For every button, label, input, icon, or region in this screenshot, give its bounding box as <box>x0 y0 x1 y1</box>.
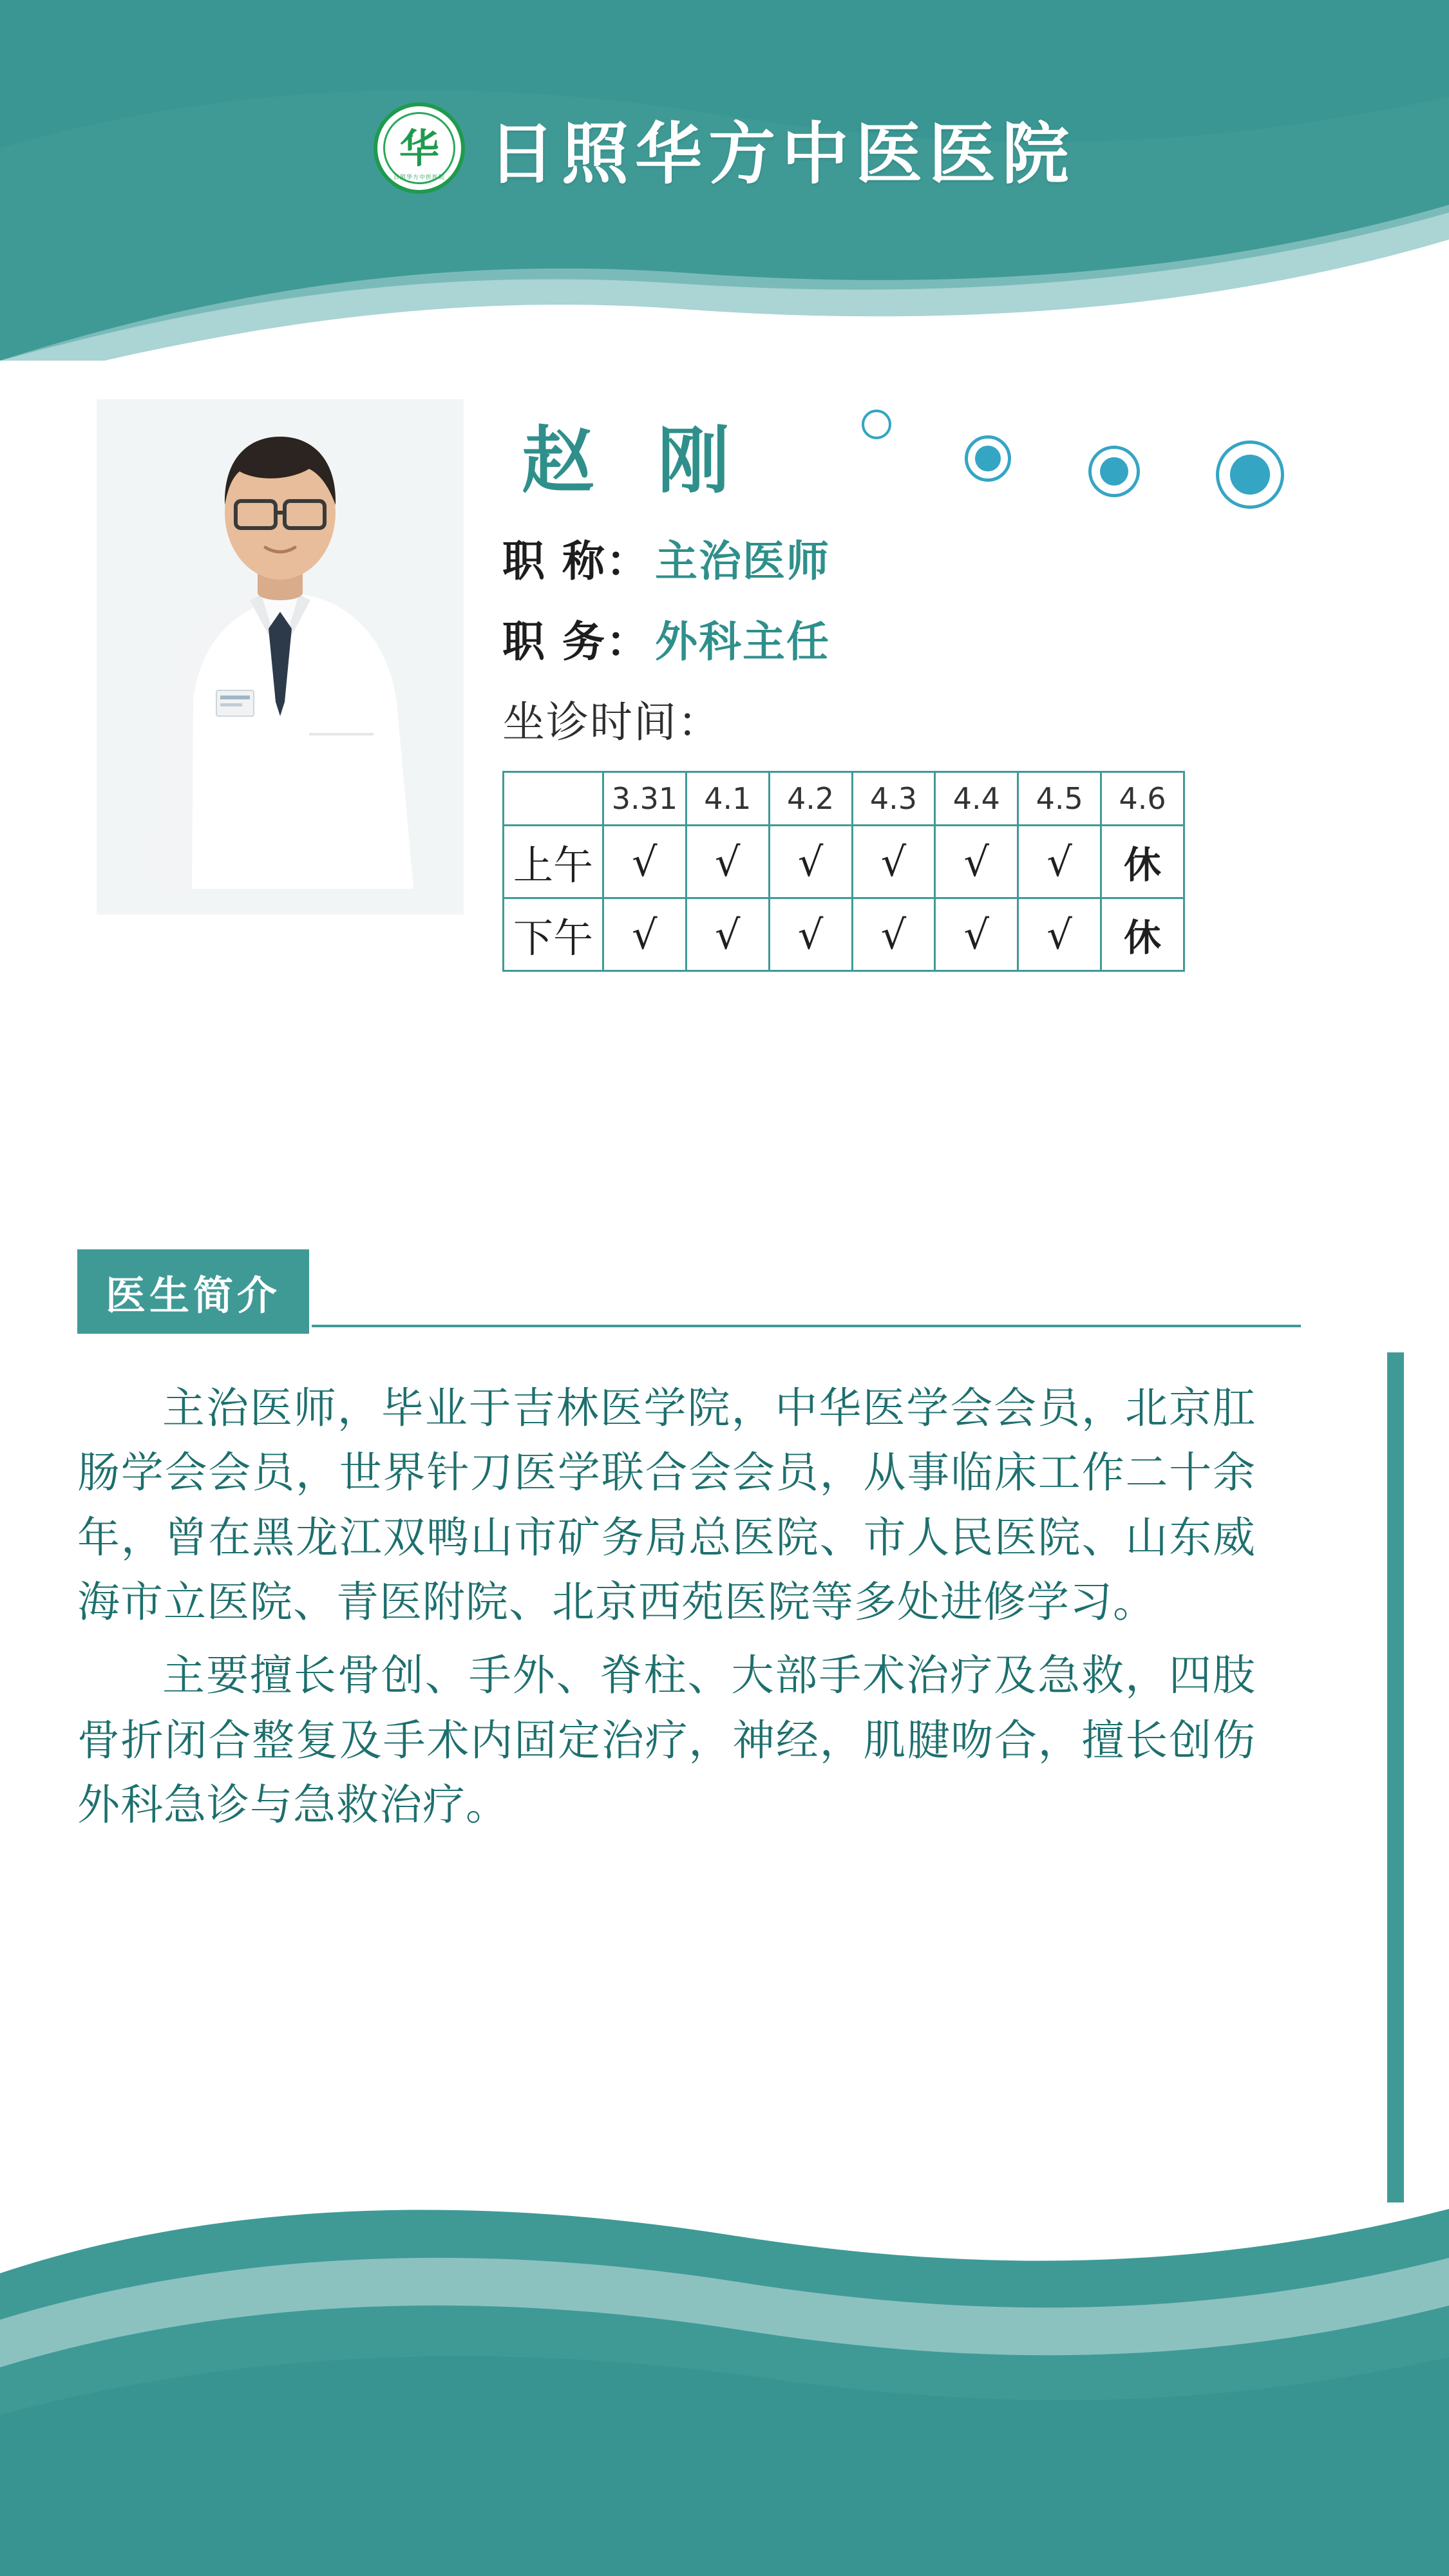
bubble-large <box>1216 440 1284 509</box>
schedule-cell-pm-3: √ <box>852 898 935 971</box>
schedule-cell-pm-1: √ <box>686 898 769 971</box>
bubble-core <box>975 446 1001 471</box>
schedule-cell-pm-6: 休 <box>1101 898 1184 971</box>
schedule-date-4: 4.4 <box>935 772 1018 826</box>
bubble-core <box>1230 455 1269 494</box>
bubble-small <box>862 410 891 439</box>
schedule-cell-am-5: √ <box>1018 826 1101 898</box>
schedule-date-3: 4.3 <box>852 772 935 826</box>
table-row <box>504 826 1184 898</box>
schedule-header-row <box>504 772 1184 826</box>
doctor-profile <box>97 399 1359 972</box>
bio-paragraph-2: 主要擅长骨创、手外、脊柱、大部手术治疗及急救，四肢骨折闭合整复及手术内固定治疗，神经，肌腱吻合，擅长创伤外科急诊与急救治疗。 <box>77 1651 1256 1830</box>
bubble-decoration <box>844 406 1333 535</box>
doctor-duty-label: 职 务： <box>502 617 650 667</box>
doctor-name: 赵 刚 <box>522 419 749 503</box>
doctor-info <box>502 399 1359 972</box>
bio-section <box>77 1249 1301 1846</box>
bio-text <box>77 1376 1256 1837</box>
doctor-duty-value: 外科主任 <box>654 617 830 667</box>
right-accent-bar <box>1387 1352 1404 2202</box>
bubble-medium-2 <box>1088 446 1140 497</box>
schedule-cell-am-0: √ <box>603 826 687 898</box>
doctor-title-line <box>502 527 1359 588</box>
section-heading-label: 医生简介 <box>77 1249 309 1334</box>
schedule-cell-am-6: 休 <box>1101 826 1184 898</box>
footer-wave-decoration <box>0 2112 1449 2576</box>
doctor-title-value: 主治医师 <box>654 536 830 586</box>
section-heading-rule <box>312 1325 1301 1327</box>
schedule-date-2: 4.2 <box>769 772 852 826</box>
doctor-photo <box>97 399 464 914</box>
schedule-date-1: 4.1 <box>686 772 769 826</box>
schedule-date-6: 4.6 <box>1101 772 1184 826</box>
schedule-table <box>502 771 1185 972</box>
logo-glyph: 华 <box>399 128 439 171</box>
schedule-cell-pm-5: √ <box>1018 898 1101 971</box>
schedule-cell-pm-0: √ <box>603 898 687 971</box>
schedule-cell-am-4: √ <box>935 826 1018 898</box>
header <box>0 84 1449 213</box>
schedule-cell-am-2: √ <box>769 826 852 898</box>
schedule-date-5: 4.5 <box>1018 772 1101 826</box>
bubble-medium <box>965 435 1011 482</box>
hospital-logo-icon <box>374 102 465 194</box>
section-heading <box>77 1249 1301 1334</box>
schedule-corner-cell <box>504 772 603 826</box>
doctor-duty-line <box>502 607 1359 668</box>
schedule-cell-am-1: √ <box>686 826 769 898</box>
schedule-date-0: 3.31 <box>603 772 687 826</box>
schedule-row-label-afternoon: 下午 <box>504 898 603 971</box>
schedule-cell-pm-4: √ <box>935 898 1018 971</box>
schedule-row-label-morning: 上午 <box>504 826 603 898</box>
doctor-title-label: 职 称： <box>502 536 650 586</box>
schedule-cell-pm-2: √ <box>769 898 852 971</box>
bubble-core <box>1100 457 1129 486</box>
logo-micro-text: 日照华方中医医院 <box>393 174 445 180</box>
schedule-cell-am-3: √ <box>852 826 935 898</box>
hospital-name: 日照华方中医医院 <box>488 114 1075 193</box>
bio-paragraph-1: 主治医师，毕业于吉林医学院，中华医学会会员，北京肛肠学会会员，世界针刀医学联合会会员，从事临床工作二十余年，曾在黑龙江双鸭山市矿务局总医院、市人民医院、山东威海市立医院、青医附院、北京西苑医院等多处进修学习。 <box>77 1383 1256 1627</box>
schedule-label: 坐诊时间： <box>502 697 721 747</box>
table-row <box>504 898 1184 971</box>
